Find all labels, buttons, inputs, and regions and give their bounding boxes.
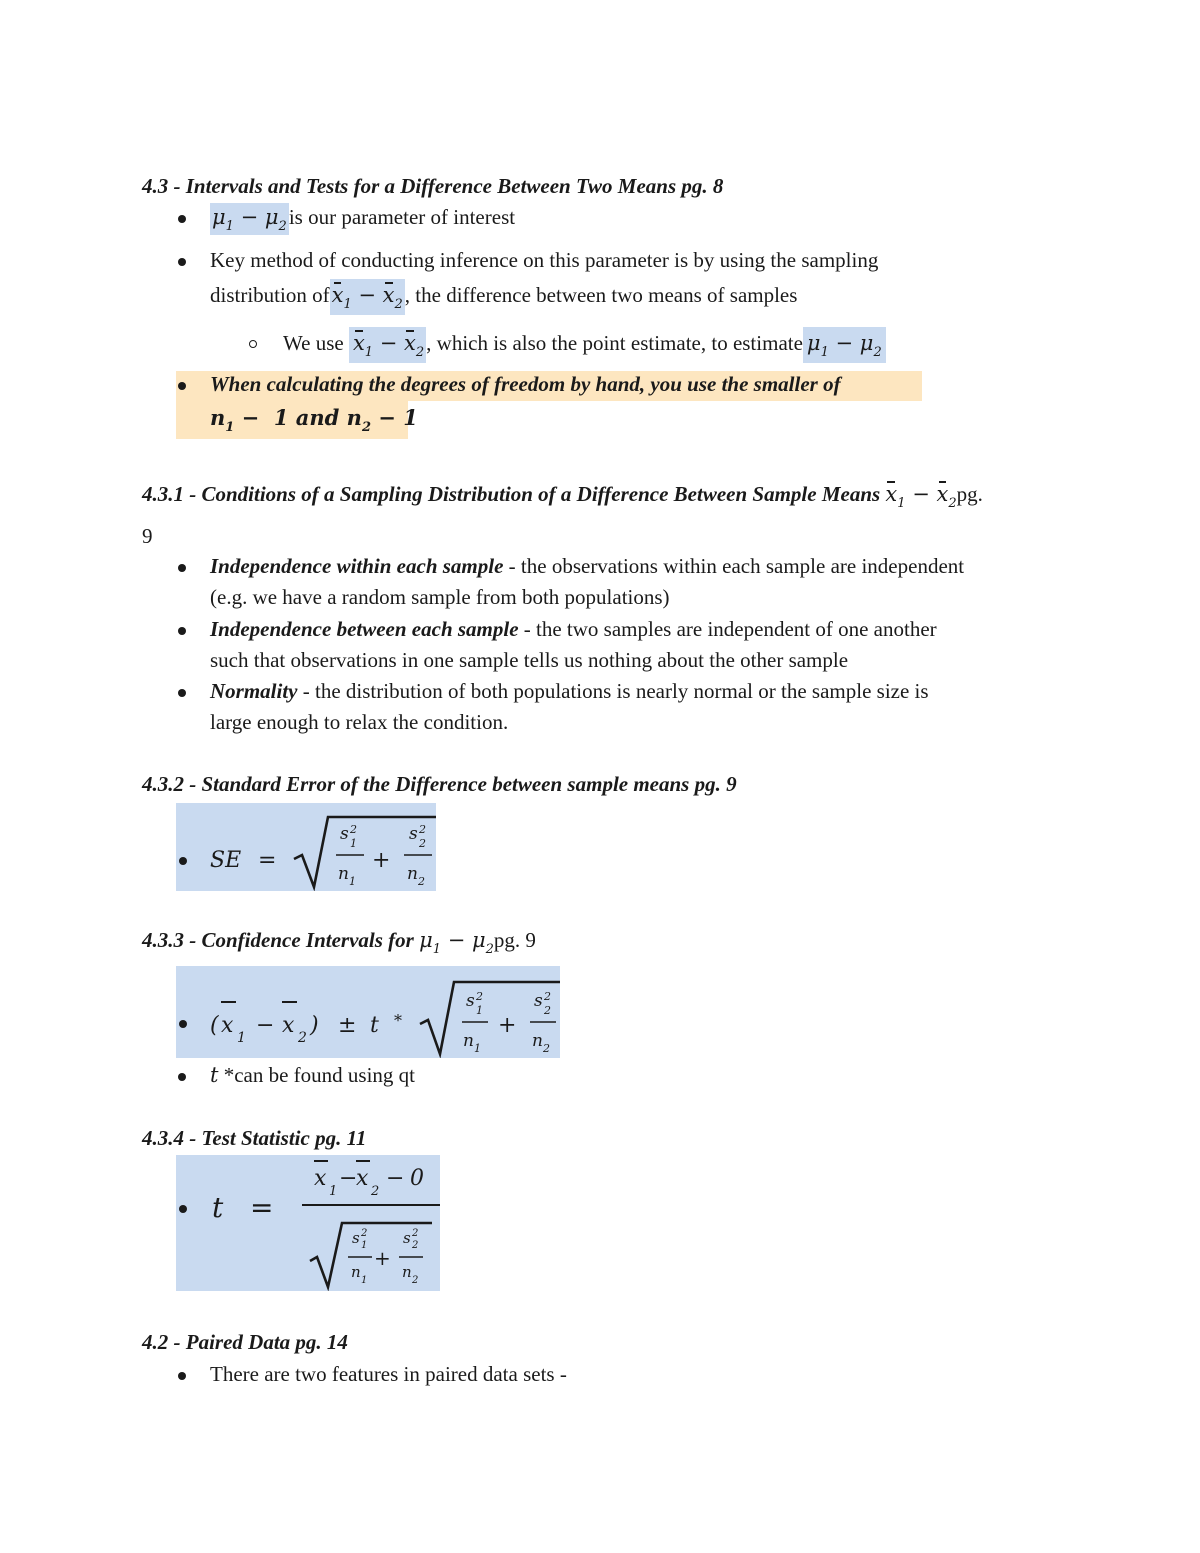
svg-text:2: 2 bbox=[298, 1030, 307, 1046]
sub-bullet-point-estimate bbox=[283, 331, 886, 360]
svg-text:0: 0 bbox=[410, 1166, 424, 1191]
svg-text:x: x bbox=[356, 1166, 369, 1191]
bullet-key-method-line2 bbox=[210, 283, 798, 312]
note-t-star bbox=[210, 1063, 415, 1088]
svg-text:1: 1 bbox=[329, 1184, 338, 1199]
svg-text:2: 2 bbox=[371, 1184, 380, 1199]
section-heading-4-3: 4.3 - Intervals and Tests for a Difference Between Two Means pg. 8 bbox=[142, 174, 724, 198]
svg-text:n: n bbox=[532, 1031, 543, 1051]
bullet-text: distribution of bbox=[210, 283, 330, 307]
svg-text:n: n bbox=[338, 864, 349, 884]
formula-box-test-statistic bbox=[176, 1155, 440, 1291]
section-heading-4-3-4: 4.3.4 - Test Statistic pg. 11 bbox=[142, 1126, 367, 1150]
svg-text:s: s bbox=[409, 824, 418, 844]
condition-normality bbox=[210, 679, 929, 704]
svg-text:=: = bbox=[250, 1191, 274, 1224]
svg-text:s: s bbox=[352, 1229, 360, 1247]
svg-text:SE: SE bbox=[210, 848, 242, 873]
bullet bbox=[178, 564, 186, 572]
svg-text:−: − bbox=[339, 1166, 358, 1191]
note-text: *can be found using qt bbox=[223, 1063, 415, 1087]
svg-text:1: 1 bbox=[350, 837, 357, 850]
svg-text:1: 1 bbox=[474, 1042, 481, 1055]
condition-text: - the two samples are independent of one another bbox=[518, 617, 937, 641]
formula-standard-error bbox=[176, 803, 436, 891]
bullet-degrees-of-freedom: When calculating the degrees of freedom by hand, you use the smaller of bbox=[210, 372, 841, 396]
condition-text-line2: (e.g. we have a random sample from both populations) bbox=[210, 585, 670, 609]
svg-text:x: x bbox=[314, 1166, 327, 1191]
math-df-choices: $n_1 - 1$ and $n_2 - 1$ bbox=[210, 405, 418, 435]
svg-text:±: ± bbox=[338, 1013, 357, 1038]
math-xbar-difference: $x_1 - x_2$ bbox=[349, 327, 426, 363]
formula-box-confidence-interval bbox=[176, 966, 560, 1058]
math-xbar-difference: $x_1 - x_2$ bbox=[885, 482, 957, 511]
condition-term: Normality bbox=[210, 679, 298, 703]
svg-text:): ) bbox=[310, 1013, 319, 1038]
svg-text:2: 2 bbox=[412, 1275, 419, 1286]
section-heading-4-2: 4.2 - Paired Data pg. 14 bbox=[142, 1330, 348, 1354]
svg-text:2: 2 bbox=[361, 1228, 368, 1239]
svg-text:−: − bbox=[256, 1013, 275, 1038]
condition-text: - the observations within each sample are independent bbox=[503, 554, 965, 578]
bullet-text: is our parameter of interest bbox=[288, 205, 516, 229]
svg-text:1: 1 bbox=[349, 875, 356, 888]
svg-text:2: 2 bbox=[543, 1042, 550, 1055]
heading-text: 4.3.3 - Confidence Intervals for bbox=[142, 928, 414, 952]
formula-confidence-interval bbox=[176, 966, 560, 1058]
formula-box-standard-error bbox=[176, 803, 436, 891]
svg-text:=: = bbox=[258, 848, 277, 873]
svg-text:1: 1 bbox=[361, 1275, 368, 1286]
bullet bbox=[178, 689, 186, 697]
heading-text: pg. bbox=[956, 482, 983, 506]
svg-text:2: 2 bbox=[418, 875, 425, 888]
formula-test-statistic bbox=[176, 1155, 440, 1291]
condition-term: Independence within each sample bbox=[210, 554, 504, 578]
math-mu-difference: $\mu_1 - \mu_2$ bbox=[419, 928, 494, 957]
condition-text-line2: large enough to relax the condition. bbox=[210, 710, 509, 734]
svg-text:2: 2 bbox=[544, 1004, 551, 1017]
bullet bbox=[178, 382, 186, 390]
math-mu-difference: $\mu_1 - \mu_2$ bbox=[803, 327, 886, 363]
svg-text:−: − bbox=[386, 1166, 405, 1191]
svg-text:+: + bbox=[372, 848, 391, 873]
svg-text:+: + bbox=[374, 1246, 391, 1270]
svg-text:2: 2 bbox=[350, 823, 357, 836]
section-heading-4-3-3 bbox=[142, 928, 536, 957]
svg-text:n: n bbox=[463, 1031, 474, 1051]
svg-text:2: 2 bbox=[419, 823, 426, 836]
bullet-text: , the difference between two means of samples bbox=[404, 283, 798, 307]
condition-term: Independence between each sample bbox=[210, 617, 519, 641]
condition-independence-within bbox=[210, 554, 964, 579]
svg-text:t: t bbox=[370, 1013, 379, 1038]
bullet-paired-data-features: There are two features in paired data sets - bbox=[210, 1362, 567, 1386]
sub-bullet bbox=[249, 340, 257, 348]
svg-text:s: s bbox=[534, 991, 543, 1011]
bullet bbox=[178, 258, 186, 266]
bullet-key-method-line1: Key method of conducting inference on this parameter is by using the sampling bbox=[210, 248, 879, 272]
svg-text:n: n bbox=[402, 1263, 412, 1281]
svg-text:2: 2 bbox=[412, 1228, 419, 1239]
heading-text: pg. 9 bbox=[493, 928, 536, 952]
svg-text:+: + bbox=[498, 1013, 517, 1038]
svg-text:2: 2 bbox=[412, 1240, 419, 1251]
bullet bbox=[178, 627, 186, 635]
svg-text:*: * bbox=[394, 1011, 402, 1030]
condition-text-line2: such that observations in one sample tells us nothing about the other sample bbox=[210, 648, 849, 672]
svg-text:n: n bbox=[407, 864, 418, 884]
math-t: t bbox=[210, 1063, 219, 1087]
math-mu-difference: $\mu_1 - \mu_2$ bbox=[212, 205, 287, 234]
bullet bbox=[178, 1073, 186, 1081]
bullet bbox=[178, 215, 186, 223]
svg-text:n: n bbox=[351, 1263, 361, 1281]
svg-text:2: 2 bbox=[476, 990, 483, 1003]
svg-text:t: t bbox=[212, 1191, 224, 1224]
section-heading-4-3-1 bbox=[142, 482, 983, 511]
svg-text:1: 1 bbox=[237, 1030, 246, 1046]
sub-bullet-text: We use bbox=[283, 331, 344, 355]
heading-text: 4.3.1 - Conditions of a Sampling Distribution of a Difference Between Sample Means bbox=[142, 482, 881, 506]
svg-text:s: s bbox=[340, 824, 349, 844]
svg-text:(: ( bbox=[210, 1013, 219, 1038]
svg-text:x: x bbox=[221, 1013, 234, 1038]
section-heading-4-3-2: 4.3.2 - Standard Error of the Difference between sample means pg. 9 bbox=[142, 772, 737, 796]
bullet-parameter bbox=[210, 205, 516, 234]
math-xbar-difference: $x_1 - x_2$ bbox=[330, 279, 405, 315]
svg-text:s: s bbox=[403, 1229, 411, 1247]
svg-text:2: 2 bbox=[419, 837, 426, 850]
condition-text: - the distribution of both populations is nearly normal or the sample size is bbox=[297, 679, 929, 703]
sub-bullet-text: , which is also the point estimate, to estimate bbox=[426, 331, 803, 355]
svg-text:s: s bbox=[466, 991, 475, 1011]
svg-text:x: x bbox=[282, 1013, 295, 1038]
heading-page-number: 9 bbox=[142, 524, 153, 548]
svg-text:2: 2 bbox=[544, 990, 551, 1003]
svg-text:1: 1 bbox=[476, 1004, 483, 1017]
condition-independence-between bbox=[210, 617, 937, 642]
svg-text:1: 1 bbox=[361, 1240, 368, 1251]
bullet bbox=[178, 1372, 186, 1380]
